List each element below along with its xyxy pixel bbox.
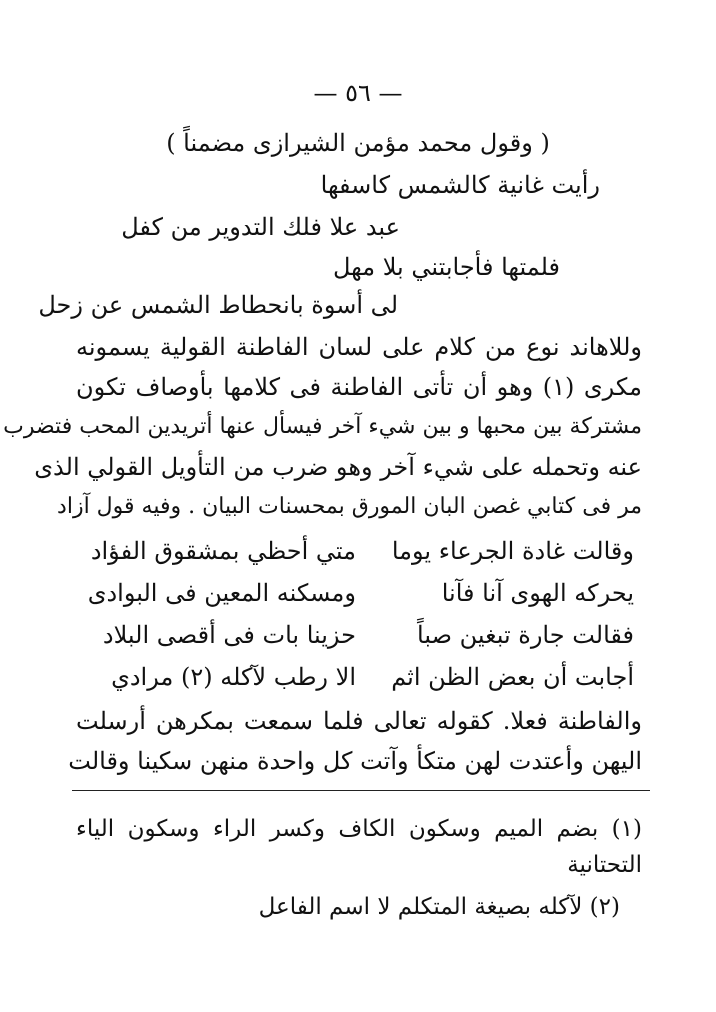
closing-line: اليهن وأعتدت لهن متكأ وآتت كل واحدة منهن سكينا وقالت xyxy=(68,747,642,775)
verse-left-hemistich: الا رطب لآكله (٢) مرادي xyxy=(111,663,356,691)
verse-left-hemistich: ومسكنه المعين فى البوادى xyxy=(87,579,356,607)
verse-right-hemistich: فقالت جارة تبغين صباً xyxy=(417,621,634,649)
paragraph-line: عنه وتحمله على شيء آخر وهو ضرب من التأويل القولي الذى xyxy=(34,453,642,481)
verse-right-hemistich: وقالت غادة الجرعاء يوما xyxy=(391,537,634,565)
page-number: — ٥٦ — xyxy=(313,79,403,107)
verse-left-hemistich: متي أحظي بمشقوق الفؤاد xyxy=(90,537,356,565)
poem-line: فلمتها فأجابتني بلا مهل xyxy=(333,253,560,281)
paragraph-line: وللاهاند نوع من كلام على لسان الفاطنة القولية يسمونه xyxy=(76,333,642,361)
poem-line: لى أسوة بانحطاط الشمس عن زحل xyxy=(38,291,398,319)
footnote-divider xyxy=(72,790,650,791)
verse-right-hemistich: أجابت أن بعض الظن اثم xyxy=(391,663,634,691)
paragraph-line: مشتركة بين محبها و بين شيء آخر فيسأل عنها أتريدين المحب فتضرب xyxy=(3,414,642,439)
footnote-1: (١) بضم الميم وسكون الكاف وكسر الراء وسكون الياء xyxy=(76,816,642,842)
paragraph-line: مر فى كتابي غصن البان المورق بمحسنات البيان . وفيه قول آزاد xyxy=(57,494,642,519)
verse-right-hemistich: يحركه الهوى آنا فآنا xyxy=(441,579,634,607)
verse-left-hemistich: حزينا بات فى أقصى البلاد xyxy=(102,621,356,649)
footnote-1-continuation: التحتانية xyxy=(567,852,642,878)
section-title: ( وقول محمد مؤمن الشيرازى مضمناً ) xyxy=(166,129,550,157)
poem-line: رأيت غانية كالشمس كاسفها xyxy=(320,171,600,199)
poem-line: عبد علا فلك التدوير من كفل xyxy=(121,213,400,241)
paragraph-line: مكرى (١) وهو أن تأتى الفاطنة فى كلامها بأوصاف تكون xyxy=(76,373,642,401)
closing-line: والفاطنة فعلا. كقوله تعالى فلما سمعت بمكرهن أرسلت xyxy=(76,707,642,735)
footnote-2: (٢) لآكله بصيغة المتكلم لا اسم الفاعل xyxy=(258,894,620,920)
